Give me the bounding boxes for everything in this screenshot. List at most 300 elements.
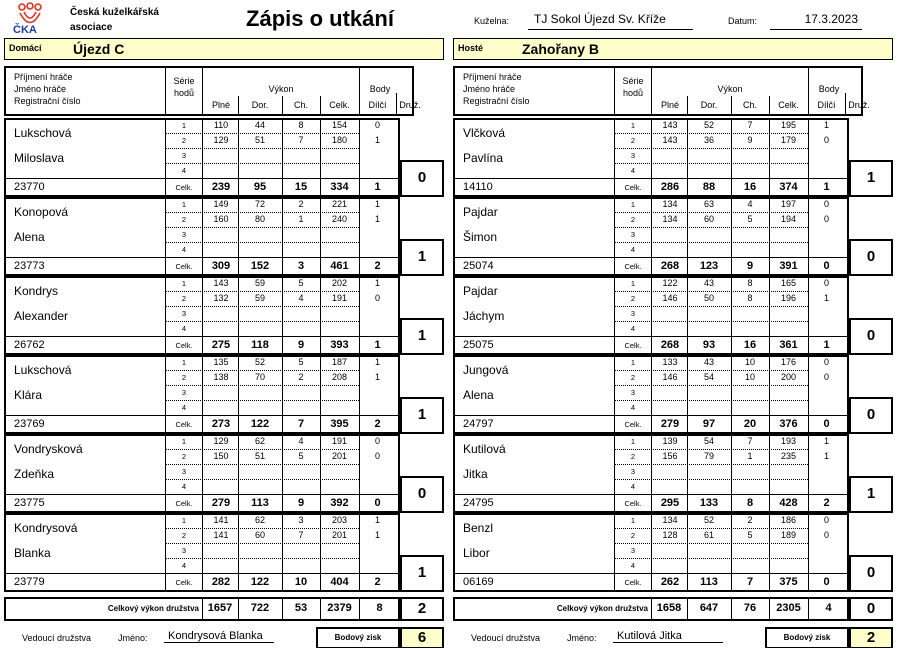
body-label: Body bbox=[369, 84, 391, 94]
series-number: 4 bbox=[630, 245, 636, 254]
leader-name: Kondrysová Blanka bbox=[164, 630, 274, 643]
plne-col-header: Plné bbox=[660, 100, 679, 110]
player-first-name: Šimon bbox=[463, 230, 498, 244]
bodovy-zisk-label: Bodový zisk bbox=[334, 633, 382, 642]
team-points: 1 bbox=[417, 564, 427, 581]
series-value: 156 bbox=[662, 451, 678, 461]
total-value: 88 bbox=[702, 181, 716, 193]
dilci-col-header: Dílčí bbox=[368, 100, 387, 110]
team-total-value: 4 bbox=[825, 602, 832, 614]
series-value: 139 bbox=[662, 436, 678, 446]
total-value: 113 bbox=[251, 497, 269, 509]
series-value: 0 bbox=[823, 214, 829, 224]
series-value: 9 bbox=[747, 135, 753, 145]
total-value: 0 bbox=[823, 576, 830, 588]
series-value: 61 bbox=[703, 530, 714, 540]
series-value: 44 bbox=[254, 120, 265, 130]
plne-col-header: Plné bbox=[211, 100, 230, 110]
series-value: 60 bbox=[703, 214, 714, 224]
player-col-label: Registrační číslo bbox=[463, 96, 530, 106]
series-value: 1 bbox=[823, 293, 829, 303]
home-team-panel bbox=[4, 38, 444, 648]
total-value: 262 bbox=[660, 576, 680, 588]
player-reg-number: 06169 bbox=[463, 576, 494, 588]
series-value: 5 bbox=[298, 278, 304, 288]
total-value: 123 bbox=[699, 260, 719, 272]
total-value: 9 bbox=[746, 260, 754, 272]
player-reg-number: 24795 bbox=[463, 497, 494, 509]
series-value: 51 bbox=[254, 451, 265, 461]
away-team-name: Zahořany B bbox=[522, 41, 600, 57]
series-number: 3 bbox=[630, 467, 636, 476]
series-value: 52 bbox=[254, 357, 265, 367]
series-value: 201 bbox=[331, 530, 348, 540]
series-number: 4 bbox=[181, 324, 187, 333]
series-value: 1 bbox=[747, 451, 753, 461]
series-value: 1 bbox=[374, 214, 380, 224]
series-number: 4 bbox=[181, 482, 187, 491]
series-number: 1 bbox=[630, 437, 636, 446]
total-row-label: Celk. bbox=[175, 499, 193, 508]
series-value: 50 bbox=[703, 293, 714, 303]
series-value: 63 bbox=[703, 199, 714, 209]
total-value: 9 bbox=[297, 497, 305, 509]
dor-col-header: Dor. bbox=[251, 100, 269, 110]
series-number: 4 bbox=[630, 561, 636, 570]
bodovy-zisk-label: Bodový zisk bbox=[783, 633, 831, 642]
series-value: 80 bbox=[254, 214, 265, 224]
series-value: 133 bbox=[662, 357, 678, 367]
series-number: 2 bbox=[181, 215, 187, 224]
total-value: 374 bbox=[779, 181, 798, 193]
team-points: 1 bbox=[866, 169, 876, 186]
series-value: 197 bbox=[780, 199, 797, 209]
home-team-name: Újezd C bbox=[73, 41, 125, 57]
series-number: 3 bbox=[181, 546, 187, 555]
series-value: 191 bbox=[331, 436, 348, 446]
series-number: 1 bbox=[630, 200, 636, 209]
total-value: 375 bbox=[779, 576, 798, 588]
team-total-value: 1658 bbox=[656, 602, 682, 614]
series-value: 134 bbox=[662, 199, 678, 209]
leader-name: Kutilová Jitka bbox=[613, 630, 723, 643]
series-value: 146 bbox=[662, 372, 678, 382]
series-value: 62 bbox=[254, 515, 265, 525]
vykon-label: Výkon bbox=[717, 84, 743, 94]
series-value: 5 bbox=[747, 214, 753, 224]
series-value: 149 bbox=[213, 199, 229, 209]
series-value: 0 bbox=[374, 451, 380, 461]
series-value: 143 bbox=[213, 278, 229, 288]
total-value: 461 bbox=[330, 260, 349, 272]
series-number: 3 bbox=[181, 388, 187, 397]
series-number: 4 bbox=[181, 245, 187, 254]
series-number: 3 bbox=[181, 151, 187, 160]
team-total-value: 2305 bbox=[776, 602, 801, 614]
series-value: 1 bbox=[374, 278, 380, 288]
ch-col-header: Ch. bbox=[293, 100, 308, 110]
series-number: 2 bbox=[630, 373, 636, 382]
player-surname: Pajdar bbox=[463, 205, 498, 219]
series-value: 1 bbox=[374, 372, 380, 382]
team-points: 1 bbox=[417, 248, 427, 265]
series-number: 2 bbox=[181, 136, 187, 145]
home-team-header bbox=[4, 38, 444, 60]
series-number: 1 bbox=[630, 279, 636, 288]
series-value: 154 bbox=[331, 120, 348, 130]
player-reg-number: 23773 bbox=[14, 260, 45, 272]
series-number: 3 bbox=[630, 230, 636, 239]
away-role-label: Hosté bbox=[458, 43, 484, 53]
org-name-line2: asociace bbox=[70, 22, 113, 33]
total-value: 1 bbox=[823, 339, 830, 351]
total-row-label: Celk. bbox=[624, 262, 642, 271]
player-col-label: Jméno hráče bbox=[14, 84, 67, 94]
series-value: 180 bbox=[331, 135, 348, 145]
team-total-points: 2 bbox=[417, 600, 427, 617]
series-number: 3 bbox=[181, 230, 187, 239]
total-value: 391 bbox=[779, 260, 798, 272]
series-value: 7 bbox=[298, 530, 304, 540]
leader-label: Vedoucí družstva bbox=[471, 633, 541, 643]
player-col-label: Jméno hráče bbox=[463, 84, 516, 94]
series-value: 187 bbox=[331, 357, 348, 367]
total-value: 273 bbox=[211, 418, 231, 430]
series-number: 3 bbox=[630, 388, 636, 397]
total-value: 395 bbox=[330, 418, 349, 430]
series-value: 186 bbox=[780, 515, 797, 525]
series-number: 3 bbox=[630, 546, 636, 555]
series-value: 43 bbox=[703, 278, 714, 288]
team-total-label: Celkový výkon družstva bbox=[107, 604, 199, 613]
series-value: 191 bbox=[331, 293, 348, 303]
series-value: 72 bbox=[254, 199, 265, 209]
series-value: 1 bbox=[374, 357, 380, 367]
team-points: 0 bbox=[866, 327, 876, 344]
series-number: 1 bbox=[181, 279, 187, 288]
home-role-label: Domácí bbox=[9, 43, 42, 53]
total-value: 286 bbox=[660, 181, 680, 193]
series-value: 5 bbox=[747, 530, 753, 540]
series-value: 143 bbox=[662, 135, 678, 145]
total-value: 1 bbox=[374, 339, 381, 351]
date-label: Datum: bbox=[728, 16, 758, 26]
series-value: 1 bbox=[374, 199, 380, 209]
series-value: 2 bbox=[747, 515, 753, 525]
total-row-label: Celk. bbox=[624, 341, 642, 350]
player-col-label: Příjmení hráče bbox=[14, 72, 73, 82]
series-value: 79 bbox=[703, 451, 714, 461]
series-number: 2 bbox=[181, 294, 187, 303]
series-value: 193 bbox=[780, 436, 797, 446]
series-value: 0 bbox=[823, 530, 829, 540]
series-value: 59 bbox=[254, 293, 265, 303]
series-number: 2 bbox=[630, 136, 636, 145]
player-surname: Vondrysková bbox=[14, 442, 83, 456]
series-value: 7 bbox=[747, 436, 753, 446]
total-value: 1 bbox=[823, 181, 830, 193]
team-total-value: 647 bbox=[699, 602, 719, 614]
series-number: 2 bbox=[181, 531, 187, 540]
series-number: 2 bbox=[630, 531, 636, 540]
total-value: 113 bbox=[700, 576, 718, 588]
series-number: 4 bbox=[181, 561, 187, 570]
player-first-name: Libor bbox=[463, 546, 490, 560]
series-value: 160 bbox=[213, 214, 229, 224]
series-value: 1 bbox=[374, 135, 380, 145]
player-col-label: Registrační číslo bbox=[14, 96, 81, 106]
series-number: 4 bbox=[181, 166, 187, 175]
total-value: 15 bbox=[294, 181, 308, 193]
series-value: 2 bbox=[298, 199, 304, 209]
series-number: 4 bbox=[630, 324, 636, 333]
series-number: 3 bbox=[181, 467, 187, 476]
player-first-name: Alena bbox=[14, 230, 45, 244]
total-value: 0 bbox=[823, 260, 830, 272]
total-value: 2 bbox=[374, 260, 381, 272]
serie-label: Série bbox=[173, 76, 195, 86]
druz-col-header: Druž. bbox=[399, 100, 421, 110]
total-row-label: Celk. bbox=[624, 578, 642, 587]
player-surname: Kondrysová bbox=[14, 521, 78, 535]
series-value: 179 bbox=[780, 135, 797, 145]
series-value: 7 bbox=[747, 120, 753, 130]
total-value: 393 bbox=[330, 339, 349, 351]
series-value: 52 bbox=[703, 515, 714, 525]
series-value: 0 bbox=[374, 120, 380, 130]
series-value: 62 bbox=[254, 436, 265, 446]
leader-label: Vedoucí družstva bbox=[22, 633, 92, 643]
series-number: 1 bbox=[630, 516, 636, 525]
series-value: 4 bbox=[298, 293, 304, 303]
series-value: 2 bbox=[298, 372, 304, 382]
celk-col-header: Celk. bbox=[778, 100, 799, 110]
series-value: 54 bbox=[703, 436, 714, 446]
series-value: 0 bbox=[374, 293, 380, 303]
logo-text: ČKA bbox=[13, 24, 37, 36]
series-value: 203 bbox=[331, 515, 348, 525]
series-number: 2 bbox=[181, 373, 187, 382]
series-number: 4 bbox=[181, 403, 187, 412]
total-value: 152 bbox=[250, 260, 270, 272]
total-value: 309 bbox=[211, 260, 231, 272]
player-first-name: Zdeňka bbox=[14, 467, 55, 481]
total-value: 0 bbox=[374, 497, 381, 509]
series-value: 0 bbox=[823, 135, 829, 145]
player-first-name: Jitka bbox=[463, 467, 488, 481]
player-reg-number: 24797 bbox=[463, 418, 494, 430]
series-value: 10 bbox=[744, 357, 755, 367]
total-value: 95 bbox=[253, 181, 267, 193]
series-number: 1 bbox=[630, 358, 636, 367]
series-number: 3 bbox=[630, 151, 636, 160]
total-row-label: Celk. bbox=[624, 420, 642, 429]
series-number: 1 bbox=[181, 200, 187, 209]
series-number: 4 bbox=[630, 482, 636, 491]
total-value: 122 bbox=[250, 418, 270, 430]
series-value: 138 bbox=[213, 372, 229, 382]
total-value: 2 bbox=[374, 418, 381, 430]
player-reg-number: 23769 bbox=[14, 418, 45, 430]
series-value: 8 bbox=[747, 278, 753, 288]
player-first-name: Pavlína bbox=[463, 151, 504, 165]
series-value: 1 bbox=[374, 515, 380, 525]
series-value: 1 bbox=[298, 214, 304, 224]
dor-col-header: Dor. bbox=[700, 100, 718, 110]
total-value: 97 bbox=[702, 418, 716, 430]
team-points: 1 bbox=[417, 406, 427, 423]
series-value: 3 bbox=[298, 515, 304, 525]
player-reg-number: 26762 bbox=[14, 339, 45, 351]
team-points: 0 bbox=[866, 406, 876, 423]
series-value: 135 bbox=[213, 357, 229, 367]
team-total-value: 1657 bbox=[207, 602, 233, 614]
series-value: 7 bbox=[298, 135, 304, 145]
vykon-label: Výkon bbox=[268, 84, 294, 94]
series-value: 196 bbox=[780, 293, 797, 303]
series-number: 1 bbox=[630, 121, 636, 130]
team-points: 0 bbox=[417, 169, 427, 186]
team-total-value: 76 bbox=[743, 602, 757, 614]
series-value: 54 bbox=[703, 372, 714, 382]
team-total-value: 722 bbox=[250, 602, 270, 614]
away-team-panel bbox=[453, 38, 893, 648]
player-surname: Kutilová bbox=[463, 442, 506, 456]
ch-col-header: Ch. bbox=[742, 100, 757, 110]
series-value: 0 bbox=[823, 357, 829, 367]
total-value: 268 bbox=[660, 260, 680, 272]
series-value: 165 bbox=[780, 278, 797, 288]
player-col-label: Příjmení hráče bbox=[463, 72, 522, 82]
player-surname: Pajdar bbox=[463, 284, 498, 298]
serie-label: hodů bbox=[173, 88, 195, 98]
series-value: 8 bbox=[747, 293, 753, 303]
total-row-label: Celk. bbox=[624, 183, 642, 192]
venue-value: TJ Sokol Újezd Sv. Kříže bbox=[528, 12, 693, 30]
total-row-label: Celk. bbox=[175, 341, 193, 350]
series-value: 146 bbox=[662, 293, 678, 303]
series-value: 0 bbox=[823, 199, 829, 209]
total-row-label: Celk. bbox=[175, 578, 193, 587]
team-points: 0 bbox=[866, 248, 876, 265]
venue-label: Kuželna: bbox=[474, 16, 510, 26]
team-total-value: 53 bbox=[294, 602, 308, 614]
total-value: 133 bbox=[699, 497, 719, 509]
series-value: 70 bbox=[254, 372, 265, 382]
series-value: 60 bbox=[254, 530, 265, 540]
series-number: 3 bbox=[181, 309, 187, 318]
series-value: 43 bbox=[703, 357, 714, 367]
player-surname: Benzl bbox=[463, 521, 494, 535]
player-first-name: Miloslava bbox=[14, 151, 65, 165]
series-number: 2 bbox=[630, 294, 636, 303]
player-reg-number: 14110 bbox=[463, 181, 493, 193]
total-value: 295 bbox=[660, 497, 680, 509]
series-value: 59 bbox=[254, 278, 265, 288]
series-value: 36 bbox=[703, 135, 714, 145]
series-value: 51 bbox=[254, 135, 265, 145]
total-value: 16 bbox=[743, 339, 757, 351]
away-team-header bbox=[453, 38, 893, 60]
series-value: 122 bbox=[662, 278, 678, 288]
page-title: Zápis o utkání bbox=[246, 6, 394, 31]
series-number: 1 bbox=[181, 437, 187, 446]
dilci-col-header: Dílčí bbox=[817, 100, 836, 110]
series-value: 194 bbox=[780, 214, 797, 224]
player-reg-number: 23770 bbox=[14, 181, 45, 193]
series-value: 0 bbox=[823, 372, 829, 382]
player-surname: Jungová bbox=[463, 363, 509, 377]
serie-label: hodů bbox=[622, 88, 644, 98]
series-value: 129 bbox=[213, 436, 229, 446]
total-value: 279 bbox=[660, 418, 680, 430]
total-value: 428 bbox=[779, 497, 798, 509]
series-value: 208 bbox=[331, 372, 348, 382]
player-reg-number: 25074 bbox=[463, 260, 494, 272]
total-value: 2 bbox=[823, 497, 830, 509]
series-value: 134 bbox=[662, 214, 678, 224]
player-surname: Konopová bbox=[14, 205, 69, 219]
series-value: 4 bbox=[747, 199, 753, 209]
total-row-label: Celk. bbox=[175, 420, 193, 429]
player-surname: Lukschová bbox=[14, 126, 72, 140]
player-reg-number: 25075 bbox=[463, 339, 494, 351]
series-value: 141 bbox=[213, 515, 229, 525]
total-value: 10 bbox=[294, 576, 308, 588]
org-name-line1: Česká kuželkářská bbox=[70, 7, 159, 18]
player-surname: Vlčková bbox=[463, 126, 506, 140]
series-number: 1 bbox=[181, 121, 187, 130]
total-value: 118 bbox=[251, 339, 269, 351]
team-points: 0 bbox=[866, 564, 876, 581]
series-value: 1 bbox=[823, 436, 829, 446]
player-first-name: Klára bbox=[14, 388, 43, 402]
total-row-label: Celk. bbox=[624, 499, 642, 508]
series-value: 235 bbox=[780, 451, 797, 461]
series-value: 195 bbox=[780, 120, 797, 130]
total-value: 282 bbox=[211, 576, 231, 588]
total-value: 3 bbox=[297, 260, 305, 272]
series-number: 2 bbox=[630, 215, 636, 224]
player-surname: Lukschová bbox=[14, 363, 72, 377]
total-value: 122 bbox=[250, 576, 270, 588]
body-label: Body bbox=[818, 84, 840, 94]
bodovy-zisk-value: 2 bbox=[866, 629, 876, 646]
series-value: 134 bbox=[662, 515, 678, 525]
series-value: 52 bbox=[703, 120, 714, 130]
total-value: 334 bbox=[330, 181, 349, 193]
team-points: 1 bbox=[866, 485, 876, 502]
total-value: 404 bbox=[330, 576, 349, 588]
series-value: 201 bbox=[331, 451, 348, 461]
total-value: 7 bbox=[297, 418, 305, 430]
total-value: 16 bbox=[743, 181, 757, 193]
player-reg-number: 23775 bbox=[14, 497, 45, 509]
leader-name-label: Jméno: bbox=[567, 633, 597, 643]
series-value: 0 bbox=[823, 278, 829, 288]
total-row-label: Celk. bbox=[175, 262, 193, 271]
series-value: 128 bbox=[662, 530, 678, 540]
series-number: 3 bbox=[630, 309, 636, 318]
series-value: 1 bbox=[823, 451, 829, 461]
series-number: 4 bbox=[630, 403, 636, 412]
date-value: 17.3.2023 bbox=[770, 12, 862, 30]
team-total-value: 8 bbox=[376, 602, 383, 614]
series-value: 240 bbox=[331, 214, 348, 224]
series-value: 0 bbox=[823, 515, 829, 525]
series-value: 129 bbox=[213, 135, 229, 145]
total-row-label: Celk. bbox=[175, 183, 193, 192]
